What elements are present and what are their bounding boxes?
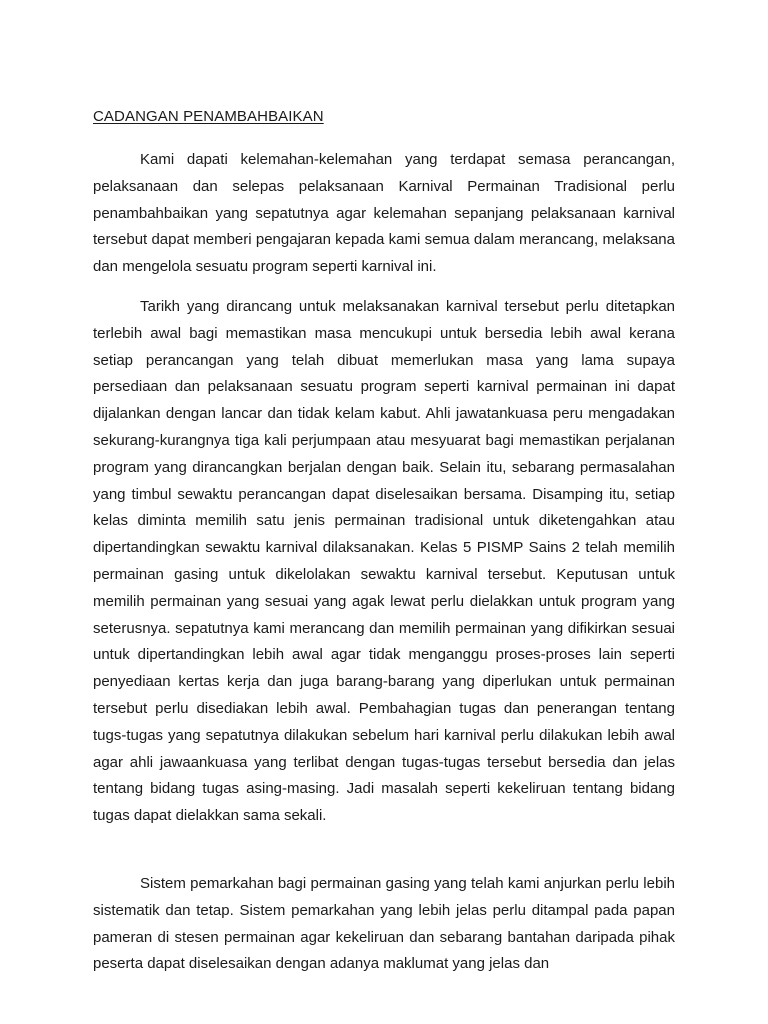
paragraph: Kami dapati kelemahan-kelemahan yang terdapat semasa perancangan, pelaksanaan dan selepas pelaksanaan Karnival Permainan Tradisional perlu penambahbaikan yang sepatutnya agar kelemahan sepanjang pelaksanaan karnival tersebut dapat memberi pengajaran kepada kami semua dalam merancang, melaksana dan mengelola sesuatu program seperti karnival ini. [93, 151, 675, 276]
paragraph: Sistem pemarkahan bagi permainan gasing yang telah kami anjurkan perlu lebih sistematik dan tetap. Sistem pemarkahan yang lebih jelas perlu ditampal pada papan pameran di stesen permainan agar kekeliruan dan sebarang bantahan daripada pihak peserta dapat diselesaikan dengan adanya maklumat yang jelas dan [93, 875, 675, 973]
paragraph: Tarikh yang dirancang untuk melaksanakan karnival tersebut perlu ditetapkan terlebih awal bagi memastikan masa mencukupi untuk bersedia lebih awal kerana setiap perancangan yang telah dibuat memerlukan masa yang lama supaya persediaan dan pelaksanaan sesuatu program seperti karnival permainan ini dapat dijalankan dengan lancar dan tidak kelam kabut. Ahli jawatankuasa peru mengadakan sekurang-kurangnya tiga kali perjumpaan atau mesyuarat bagi memastikan perjalanan program yang dirancangkan berjalan dengan baik. Selain itu, sebarang permasalahan yang timbul sewaktu perancangan dapat diselesaikan bersama. Disamping itu, setiap kelas diminta memilih satu jenis permainan tradisional untuk diketengahkan atau dipertandingkan sewaktu karnival dilaksanakan. Kelas 5 PISMP Sains 2 telah memilih permainan gasing untuk dikelolakan sewaktu karnival tersebut. Keputusan untuk memilih permainan yang sesuai yang agak lewat perlu dielakkan untuk program yang seterusnya. sepatutnya kami merancang dan memilih permainan yang difikirkan sesuai untuk dipertandingkan lebih awal agar tidak menganggu proses-proses lain seperti penyediaan kertas kerja dan juga barang-barang yang diperlukan untuk permainan tersebut perlu disediakan lebih awal. Pembahagian tugas dan penerangan tentang tugs-tugas yang sepatutnya dilakukan sebelum hari karnival perlu dilakukan lebih awal agar ahli jawaankuasa yang terlibat dengan tugas-tugas tersebut bersedia dan jelas tentang bidang tugas asing-masing. Jadi masalah seperti kekeliruan tentang bidang tugas dapat dielakkan sama sekali. [93, 298, 675, 825]
section-heading: CADANGAN PENAMBAHBAIKAN [93, 108, 324, 125]
